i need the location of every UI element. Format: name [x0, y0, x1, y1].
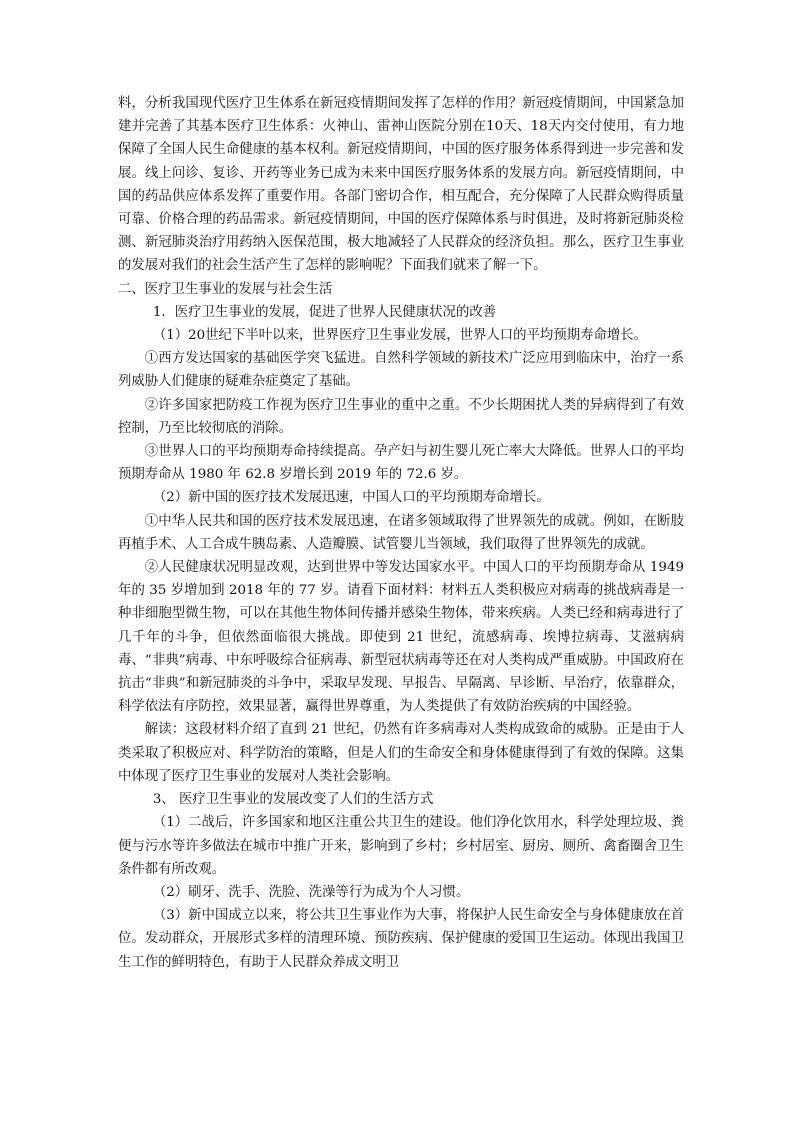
paragraph-3-3: （3）新中国成立以来，将公共卫生事业作为大事，将保护人民生命安全与身体健康放在首位。发动群众，开展形式多样的清理环境、预防疾病、保护健康的爱国卫生运动。体现出我国卫生工作的鲜明特色，有助于人民群众养成文明卫 [118, 908, 684, 970]
interpretation-paragraph: 解读：这段材料介绍了直到 21 世纪，仍然有许多病毒对人类构成致命的威胁。正是由于人类采取了积极应对、科学防治的策略，但是人们的生命安全和身体健康得到了有效的保障。这集中体现了医疗卫生事业的发展对人类社会影响。 [118, 722, 684, 784]
paragraph-1-2: （2）新中国的医疗技术发展迅速，中国人口的平均预期寿命增长。 [152, 490, 550, 506]
paragraph-1-2-a: ①中华人民共和国的医疗技术发展迅速，在诸多领域取得了世界领先的成就。例如，在断肢再植手术、人工合成牛胰岛素、人造瓣膜、试管婴儿当领域，我们取得了世界领先的成就。 [118, 513, 684, 552]
paragraph-1-2-b: ②人民健康状况明显改观，达到世界中等发达国家水平。中国人口的平均预期寿命从 1949 年的 35 岁增加到 2018 年的 77 岁。请看下面材料：材料五人类积极应对病毒的挑战病毒是一种非细胞型微生物，可以在其他生物体间传播并感染生物体，带来疾病。人类已经和病毒进行了几千年的斗争，但依然面临很大挑战。即使到 21 世纪，流感病毒、埃博拉病毒、艾滋病病毒、“非典”病毒、中东呼吸综合征病毒、新型冠状病毒等还在对人类构成严重威胁。中国政府在抗击“非典”和新冠肺炎的斗争中，采取早发现、早报告、早隔离、早诊断、早治疗，依靠群众，科学依法有序防控，效果显著，赢得世界尊重，为人类提供了有效防治疾病的中国经验。 [118, 560, 684, 715]
subsection-heading-3: 3、 医疗卫生事业的发展改变了人们的生活方式 [152, 792, 434, 808]
paragraph-3-2: （2）刷牙、洗手、洗脸、洗澡等行为成为个人习惯。 [152, 884, 470, 900]
paragraph-1-1-c: ③世界人口的平均预期寿命持续提高。孕产妇与初生婴儿死亡率大大降低。世界人口的平均预期寿命从 1980 年 62.8 岁增长到 2019 年的 72.6 岁。 [118, 444, 684, 483]
paragraph-1-1-b: ②许多国家把防疫工作视为医疗卫生事业的重中之重。不少长期困扰人类的异病得到了有效控制，乃至比较彻底的消除。 [118, 397, 684, 436]
paragraph-1-1: （1）20世纪下半叶以来，世界医疗卫生事业发展，世界人口的平均预期寿命增长。 [152, 328, 648, 344]
document-page [118, 92, 684, 974]
paragraph-1-1-a: ①西方发达国家的基础医学突飞猛进。自然科学领域的新技术广泛应用到临床中，治疗一系列威胁人们健康的疑难杂症奠定了基础。 [118, 351, 684, 390]
paragraph-3-1: （1）二战后，许多国家和地区注重公共卫生的建设。他们净化饮用水，科学处理垃圾、粪便与污水等许多做法在城市中推广开来，影响到了乡村；乡村居室、厨房、厕所、禽畜圈舍卫生条件都有所改观。 [118, 815, 684, 877]
subsection-heading-1: 1．医疗卫生事业的发展，促进了世界人民健康状况的改善 [152, 304, 497, 320]
section-heading: 二、医疗卫生事业的发展与社会生活 [118, 281, 333, 297]
intro-paragraph: 料，分析我国现代医疗卫生体系在新冠疫情期间发挥了怎样的作用？新冠疫情期间，中国紧急加建并完善了其基本医疗卫生体系：火神山、雷神山医院分别在10天、18天内交付使用，有力地保障了全国人民生命健康的基本权利。新冠疫情期间，中国的医疗服务体系得到进一步完善和发展。线上问诊、复诊、开药等业务已成为未来中国医疗服务体系的发展方向。新冠疫情期间，中国的药品供应体系发挥了重要作用。各部门密切合作，相互配合，充分保障了人民群众购得质量可靠、价格合理的药品需求。新冠疫情期间，中国的医疗保障体系与时俱进，及时将新冠肺炎检测、新冠肺炎治疗用药纳入医保范围，极大地减轻了人民群众的经济负担。那么，医疗卫生事业的发展对我们的社会生活产生了怎样的影响呢？下面我们就来了解一下。 [118, 96, 684, 274]
